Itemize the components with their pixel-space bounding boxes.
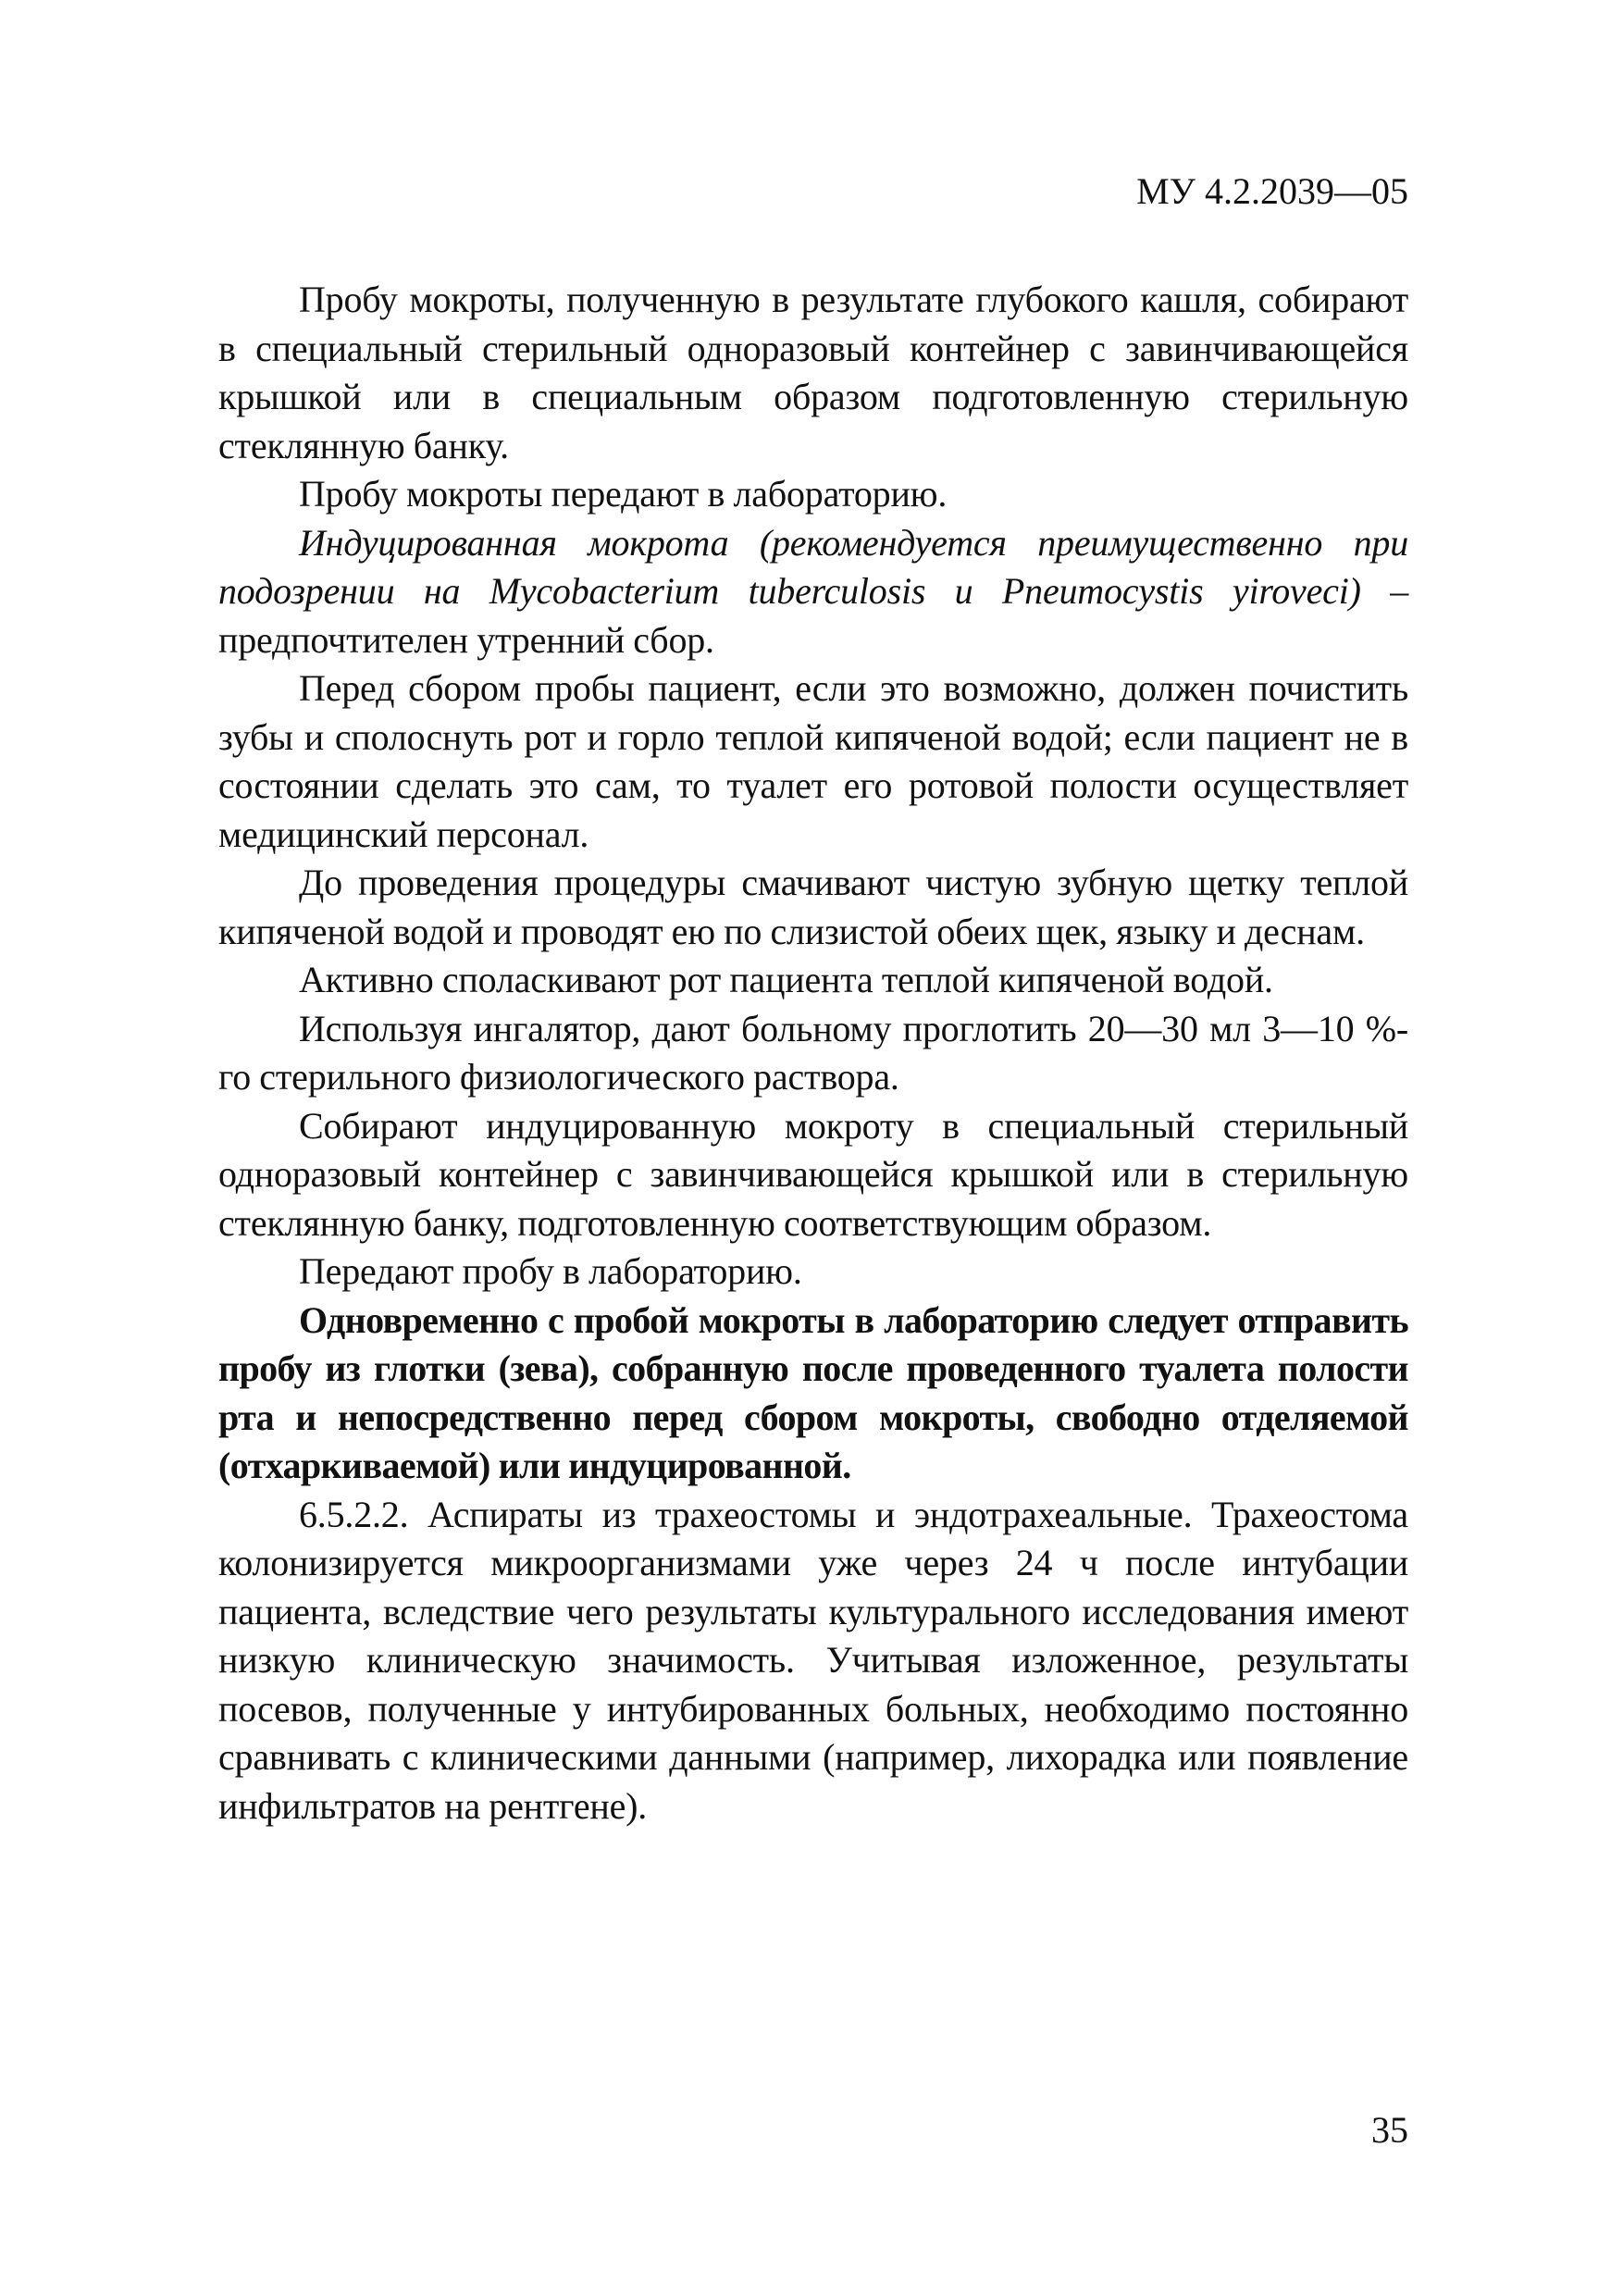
page-number: 35 [1371, 2109, 1408, 2151]
paragraph-collect-induced: Собирают индуцированную мокроту в специальный стерильный одноразовый контейнер с завинчивающейся крышкой или в стерильную стеклянную банку, подготовленную соответствующим образом. [218, 1104, 1408, 1244]
paragraph-toothbrush: До проведения процедуры смачивают чистую зубную щетку теплой кипяченой водой и проводят ею по слизистой обеих щек, языку и деснам. [218, 862, 1408, 952]
paragraph-oral-hygiene: Перед сбором пробы пациент, если это возможно, должен почистить зубы и сполоснуть рот и горло теплой кипяченой водой; если пациент не в состоянии сделать это сам, то туалет его ротовой полости осуществляет медицинский персонал. [218, 667, 1408, 855]
document-code-header: МУ 4.2.2039—05 [1136, 170, 1408, 212]
paragraph-rinse: Активно споласкивают рот пациента теплой кипяченой водой. [299, 959, 1273, 1000]
body-text [218, 276, 1408, 1831]
paragraph-induced-sputum [218, 519, 1408, 665]
paragraph-sputum-transfer: Пробу мокроты передают в лабораторию. [299, 473, 948, 515]
paragraph-transfer-sample: Передают пробу в лабораторию. [299, 1250, 802, 1292]
paragraph-tracheostomy-aspirates: 6.5.2.2. Аспираты из трахеостомы и эндотрахеальные. Трахеостома колонизируется микроорганизмами уже через 24 ч после интубации пациента, вследствие чего результаты культурального исследования имеют низкую клиническую значимость. Учитывая изложенное, результаты посевов, полученные у интубированных больных, необходимо постоянно сравнивать с клиническими данными (например, лихорадка или появление инфильтратов на рентгене). [218, 1493, 1408, 1827]
induced-sputum-plain: – предпочтителен утренний сбор. [218, 570, 1408, 661]
paragraph-sputum-collection: Пробу мокроты, полученную в результате глубокого кашля, собирают в специальный стерильный одноразовый контейнер с завинчивающейся крышкой или в специальным образом подготовленную стерильную стеклянную банку. [218, 279, 1408, 466]
induced-sputum-italic: Индуцированная мокрота (рекомендуется преимущественно при подозрении на Mycobacterium tuberculosis и Pneumocystis yiroveci) [218, 521, 1408, 612]
paragraph-inhaler: Используя ингалятор, дают больному проглотить 20—30 мл 3—10 %-го стерильного физиологического раствора. [218, 1007, 1408, 1098]
paragraph-throat-sample-note: Одновременно с пробой мокроты в лабораторию следует отправить пробу из глотки (зева), собранную после проведенного туалета полости рта и непосредственно перед сбором мокроты, свободно отделяемой (отхаркиваемой) или индуцированной. [218, 1298, 1408, 1486]
